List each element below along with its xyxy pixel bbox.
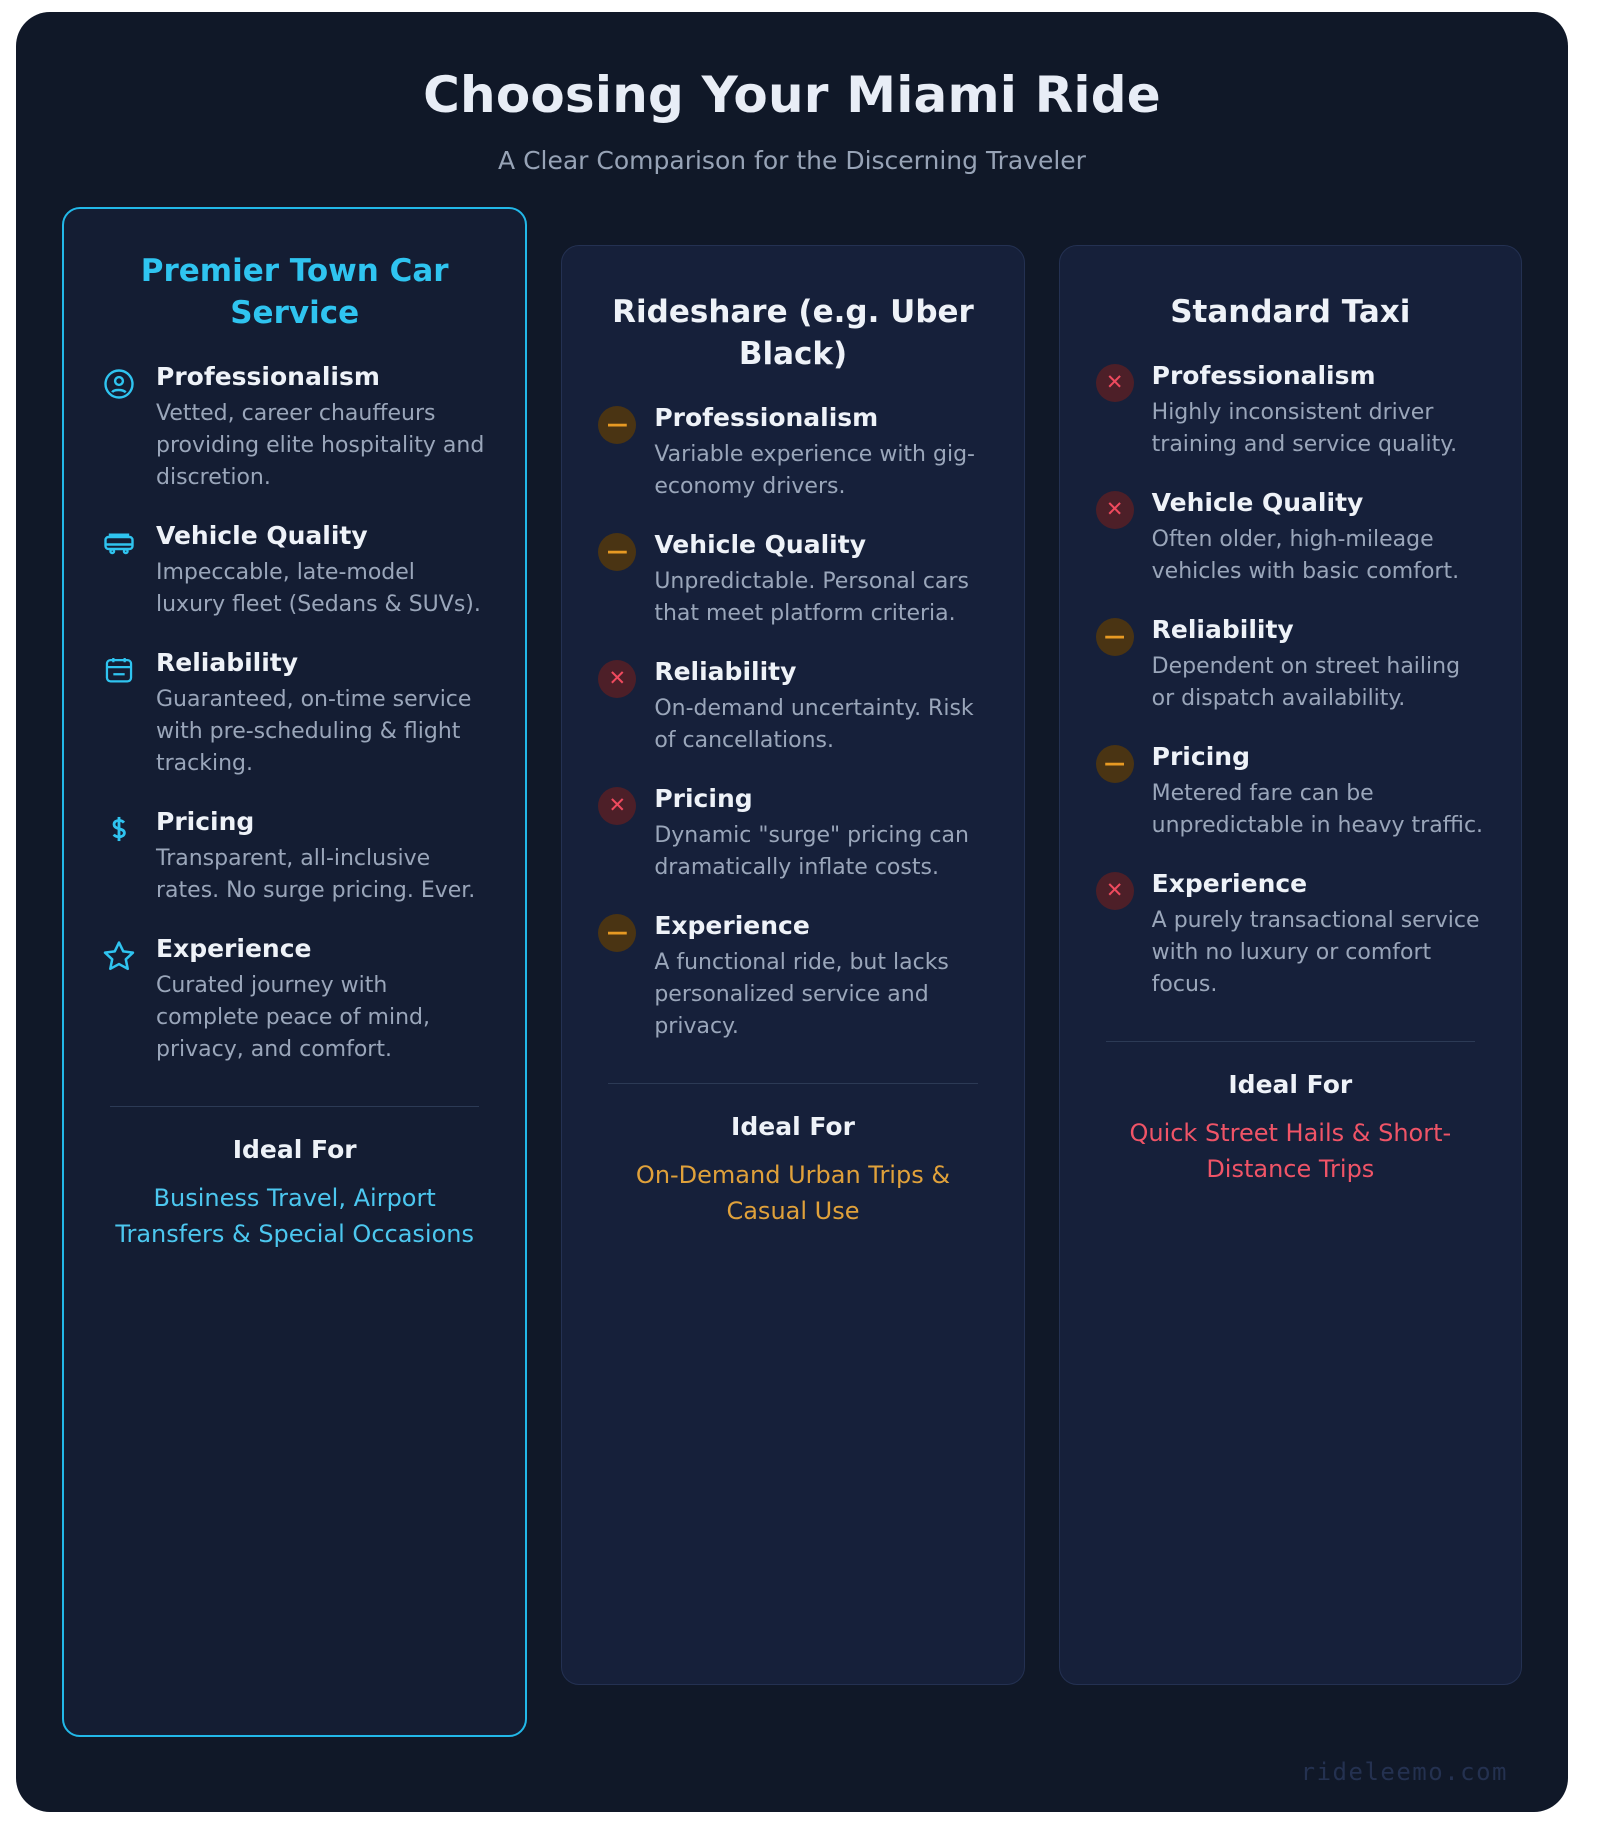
- feature-title: Reliability: [654, 656, 797, 686]
- feature-row: [100, 647, 489, 780]
- comparison-columns: [50, 207, 1534, 1737]
- minus-badge-icon: —: [1096, 745, 1134, 783]
- feature-row: [598, 783, 987, 884]
- feature-title: Vehicle Quality: [156, 520, 368, 550]
- car-icon: [100, 524, 138, 562]
- feature-row: [1096, 487, 1485, 588]
- infographic-card: [16, 12, 1568, 1812]
- feature-description: Often older, high-mileage vehicles with basic comfort.: [1151, 527, 1460, 585]
- column-premier-town-car-service[interactable]: [62, 207, 527, 1737]
- x-badge-icon: ✕: [1096, 364, 1134, 402]
- feature-row: [100, 361, 489, 494]
- feature-description: Vetted, career chauffeurs providing elite hospitality and discretion.: [156, 400, 485, 490]
- calendar-icon: [100, 651, 138, 689]
- page-subtitle: A Clear Comparison for the Discerning Traveler: [498, 146, 1086, 175]
- feature-description: Impeccable, late-model luxury fleet (Sedans & SUVs).: [156, 559, 481, 617]
- feature-description: A purely transactional service with no luxury or comfort focus.: [1151, 908, 1480, 997]
- x-badge-icon: ✕: [1096, 491, 1134, 529]
- ideal-for-label: Ideal For: [731, 1111, 855, 1141]
- feature-row: [100, 520, 489, 621]
- feature-row: [598, 402, 987, 503]
- feature-description: Variable experience with gig-economy drivers.: [654, 441, 975, 499]
- ideal-for-value: On-Demand Urban Trips & Casual Use: [635, 1160, 951, 1225]
- star-icon: [100, 937, 138, 975]
- user-circle-icon: [100, 365, 138, 403]
- column-standard-taxi[interactable]: [1059, 245, 1522, 1685]
- feature-description: Unpredictable. Personal cars that meet platform criteria.: [654, 568, 969, 626]
- minus-badge-icon: —: [1096, 618, 1134, 656]
- feature-title: Reliability: [1151, 614, 1294, 644]
- feature-description: A functional ride, but lacks personalized service and privacy.: [654, 950, 949, 1039]
- feature-title: Reliability: [156, 647, 299, 677]
- column-rideshare[interactable]: [561, 245, 1024, 1685]
- feature-row: [598, 529, 987, 630]
- feature-description: On-demand uncertainty. Risk of cancellations.: [654, 696, 974, 753]
- x-badge-icon: ✕: [1096, 872, 1134, 910]
- feature-title: Pricing: [654, 783, 753, 813]
- divider: [110, 1106, 479, 1107]
- feature-description: Highly inconsistent driver training and service quality.: [1151, 400, 1458, 457]
- x-badge-icon: ✕: [598, 660, 636, 698]
- feature-row: [1096, 741, 1485, 842]
- feature-row: [1096, 360, 1485, 461]
- feature-description: Metered fare can be unpredictable in heavy traffic.: [1151, 781, 1484, 839]
- feature-row: [598, 656, 987, 757]
- feature-row: [598, 910, 987, 1043]
- page-title: Choosing Your Miami Ride: [423, 66, 1161, 124]
- feature-row: [1096, 614, 1485, 715]
- ideal-for-label: Ideal For: [232, 1134, 357, 1164]
- feature-row: [100, 806, 489, 907]
- feature-description: Transparent, all-inclusive rates. No surge pricing. Ever.: [156, 845, 476, 903]
- feature-title: Experience: [1151, 868, 1308, 898]
- feature-title: Professionalism: [654, 402, 879, 432]
- feature-description: Dynamic "surge" pricing can dramatically inflate costs.: [654, 823, 969, 880]
- watermark: rideleemo.com: [1300, 1758, 1508, 1786]
- feature-title: Experience: [156, 933, 312, 963]
- divider: [608, 1083, 977, 1084]
- column-title: Rideshare (e.g. Uber Black): [612, 294, 974, 372]
- divider: [1106, 1041, 1475, 1042]
- dollar-icon: [100, 810, 138, 848]
- feature-description: Guaranteed, on-time service with pre-scheduling & flight tracking.: [156, 686, 472, 776]
- minus-badge-icon: —: [598, 406, 636, 444]
- feature-title: Experience: [654, 910, 810, 940]
- feature-description: Dependent on street hailing or dispatch availability.: [1151, 654, 1461, 712]
- feature-description: Curated journey with complete peace of mind, privacy, and comfort.: [156, 972, 431, 1062]
- minus-badge-icon: —: [598, 914, 636, 952]
- feature-title: Vehicle Quality: [654, 529, 866, 559]
- ideal-for-value: Business Travel, Airport Transfers & Special Occasions: [115, 1183, 474, 1248]
- feature-title: Vehicle Quality: [1151, 487, 1364, 517]
- feature-row: [100, 933, 489, 1066]
- column-title: Premier Town Car Service: [140, 253, 449, 331]
- ideal-for-label: Ideal For: [1228, 1069, 1353, 1099]
- x-badge-icon: ✕: [598, 787, 636, 825]
- ideal-for-value: Quick Street Hails & Short-Distance Trips: [1129, 1118, 1452, 1183]
- feature-title: Professionalism: [156, 361, 380, 391]
- feature-title: Pricing: [156, 806, 255, 836]
- feature-title: Professionalism: [1151, 360, 1376, 390]
- minus-badge-icon: —: [598, 533, 636, 571]
- feature-title: Pricing: [1151, 741, 1250, 771]
- column-title: Standard Taxi: [1170, 294, 1411, 330]
- feature-row: [1096, 868, 1485, 1001]
